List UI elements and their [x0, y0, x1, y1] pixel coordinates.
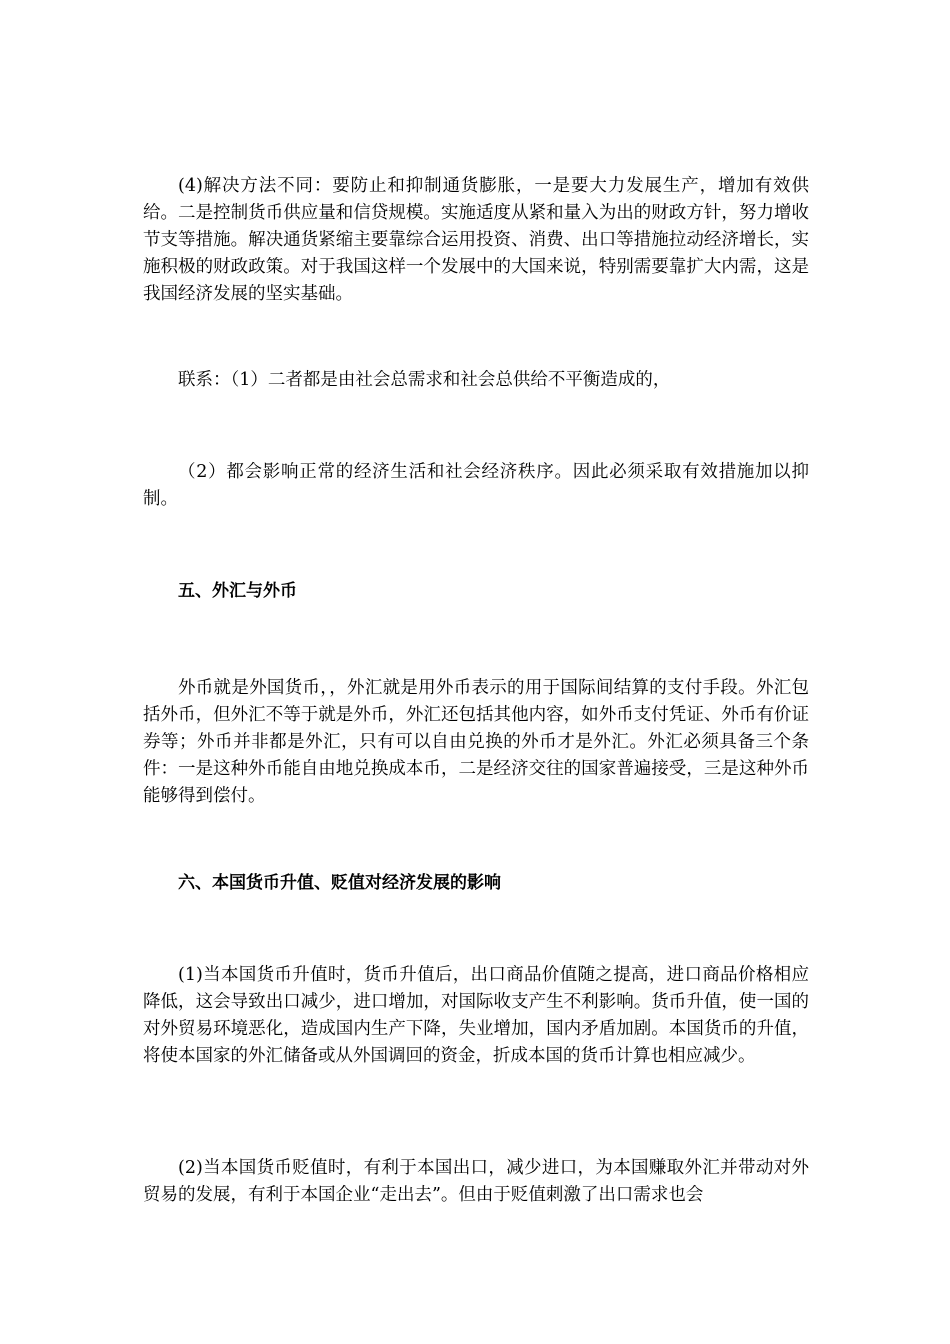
paragraph-depreciation: (2)当本国货币贬值时，有利于本国出口，减少进口，为本国赚取外汇并带动对外贸易的发展，有利于本国企业“走出去”。但由于贬值刺激了出口需求也会 — [143, 1158, 809, 1205]
section-heading-5: 五、外汇与外币 — [178, 581, 297, 601]
paragraph-forex: 外币就是外国货币，，外汇就是用外币表示的用于国际间结算的支付手段。外汇包括外币，但外汇不等于就是外币，外汇还包括其他内容，如外币支付凭证、外币有价证券等；外币并非都是外汇，只有可以自由兑换的外币才是外汇。外汇必须具备三个条件：一是这种外币能自由地兑换成本币，二是经济交往的国家普遍接受，三是这种外币能够得到偿付。 — [143, 678, 809, 806]
paragraph-connection-2: （2）都会影响正常的经济生活和社会经济秩序。因此必须采取有效措施加以抑制。 — [143, 462, 809, 509]
paragraph-connection-1: 联系：（1）二者都是由社会总需求和社会总供给不平衡造成的， — [178, 370, 671, 390]
section-heading-6: 六、本国货币升值、贬值对经济发展的影响 — [178, 873, 501, 893]
paragraph-appreciation: (1)当本国货币升值时，货币升值后，出口商品价值随之提高，进口商品价格相应降低，这会导致出口减少，进口增加，对国际收支产生不利影响。货币升值，使一国的对外贸易环境恶化，造成国内生产下降，失业增加，国内矛盾加剧。本国货币的升值，将使本国家的外汇储备或从外国调回的资金，折成本国的货币计算也相应减少。 — [143, 965, 809, 1066]
paragraph-solutions: (4)解决方法不同：要防止和抑制通货膨胀，一是要大力发展生产，增加有效供给。二是控制货币供应量和信贷规模。实施适度从紧和量入为出的财政方针，努力增收节支等措施。解决通货紧缩主要靠综合运用投资、消费、出口等措施拉动经济增长，实施积极的财政政策。对于我国这样一个发展中的大国来说，特别需要靠扩大内需，这是我国经济发展的坚实基础。 — [143, 176, 809, 304]
